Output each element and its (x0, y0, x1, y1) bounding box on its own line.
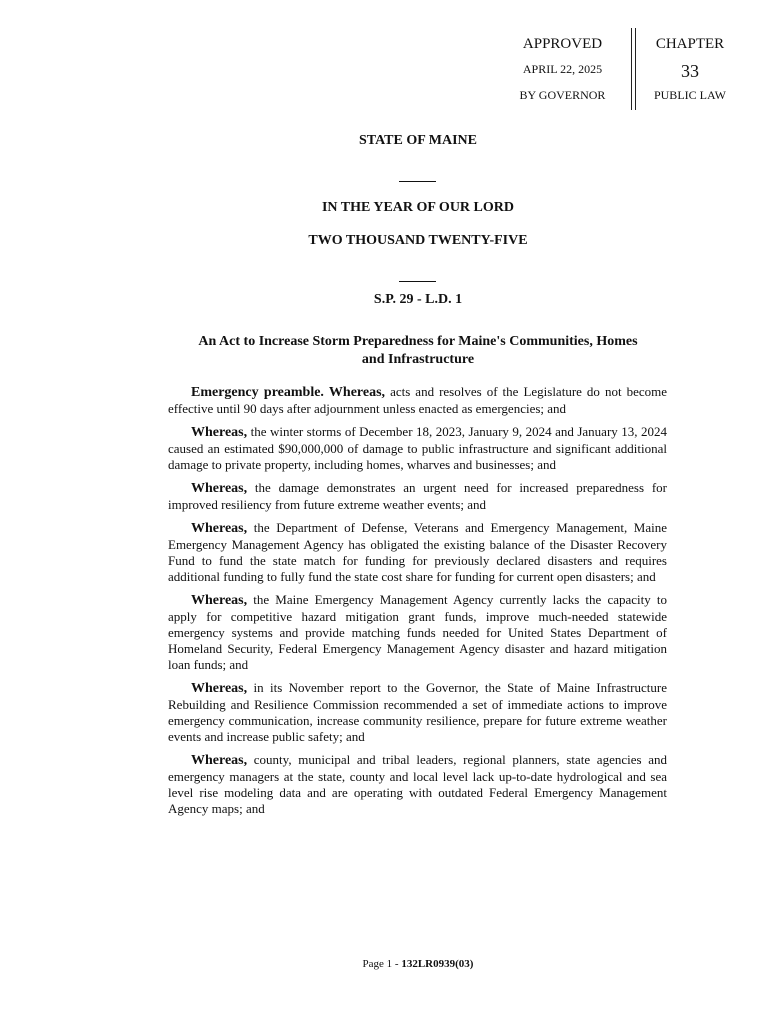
act-title-line2: and Infrastructure (361, 352, 475, 367)
law-type: PUBLIC LAW (653, 88, 727, 102)
bill-number: S.P. 29 - L.D. 1 (373, 292, 463, 307)
paragraph-lead: Whereas, (191, 521, 248, 536)
divider-rule (399, 281, 436, 282)
year-heading-line1: IN THE YEAR OF OUR LORD (321, 200, 514, 215)
paragraph-text: acts and resolves of the Legislature do not become effective until 90 days after adjournment unless enacted as emergencies; and (168, 384, 667, 416)
paragraph-text: in its November report to the Governor, the State of Maine Infrastructure Rebuilding and Resilience Commission recommended a set of immediate actions to improve emergency communication, increase community resilience, prepare for future extreme weather events and increase public safety; and (168, 680, 667, 744)
chapter-number: 33 (681, 61, 699, 81)
paragraph-lead: Emergency preamble. Whereas, (191, 385, 386, 400)
paragraph-text: county, municipal and tribal leaders, regional planners, state agencies and emergency managers at the state, county and local level lack up-to-date hydrological and sea level rise modeling data and are operating with outdated Federal Emergency Management Agency maps; and (168, 752, 667, 816)
preamble-paragraph (168, 384, 667, 417)
state-heading: STATE OF MAINE (359, 133, 477, 148)
paragraph-lead: Whereas, (191, 593, 248, 608)
paragraph-text: the winter storms of December 18, 2023, January 9, 2024 and January 13, 2024 caused an estimated $90,000,000 of damage to public infrastructure and significant additional damage to private property, including homes, wharves and businesses; and (168, 424, 667, 472)
chapter-label: CHAPTER (655, 36, 725, 52)
whereas-paragraph (168, 680, 667, 745)
paragraph-lead: Whereas, (191, 425, 248, 440)
paragraph-lead: Whereas, (191, 681, 248, 696)
act-title (168, 333, 668, 369)
header-divider (631, 28, 636, 110)
whereas-paragraph (168, 752, 667, 817)
whereas-paragraph (168, 424, 667, 473)
paragraph-lead: Whereas, (191, 481, 248, 496)
paragraph-text: the Maine Emergency Management Agency currently lacks the capacity to apply for competitive hazard mitigation grant funds, improve much-needed statewide emergency systems and provide matching funds needed for United States Department of Homeland Security, Federal Emergency Management Agency disaster and hazard mitigation loan funds; and (168, 592, 667, 672)
page-label: Page 1 - (362, 958, 402, 970)
act-title-line1: An Act to Increase Storm Preparedness for Maine's Communities, Homes (198, 334, 638, 349)
approval-block (500, 34, 625, 102)
whereas-paragraph (168, 592, 667, 673)
chapter-block (642, 34, 738, 102)
divider-rule (399, 181, 436, 182)
paragraph-text: the Department of Defense, Veterans and Emergency Management, Maine Emergency Management Agency has obligated the existing balance of the Disaster Recovery Fund to fund the state match for funding for previously declared disasters and requires additional funding to fully fund the state cost share for funding for current open disasters; and (168, 520, 667, 584)
approved-by: BY GOVERNOR (519, 88, 606, 102)
whereas-paragraph (168, 480, 667, 513)
page-footer (168, 958, 668, 970)
document-code: 132LR0939(03) (401, 958, 474, 970)
paragraph-text: the damage demonstrates an urgent need for increased preparedness for improved resiliency from future extreme weather events; and (168, 480, 667, 512)
year-heading-line2: TWO THOUSAND TWENTY-FIVE (308, 233, 528, 248)
approved-label: APPROVED (522, 36, 603, 52)
whereas-paragraph (168, 520, 667, 585)
paragraph-lead: Whereas, (191, 753, 248, 768)
approval-date: APRIL 22, 2025 (522, 62, 603, 76)
preamble-body (168, 384, 667, 824)
